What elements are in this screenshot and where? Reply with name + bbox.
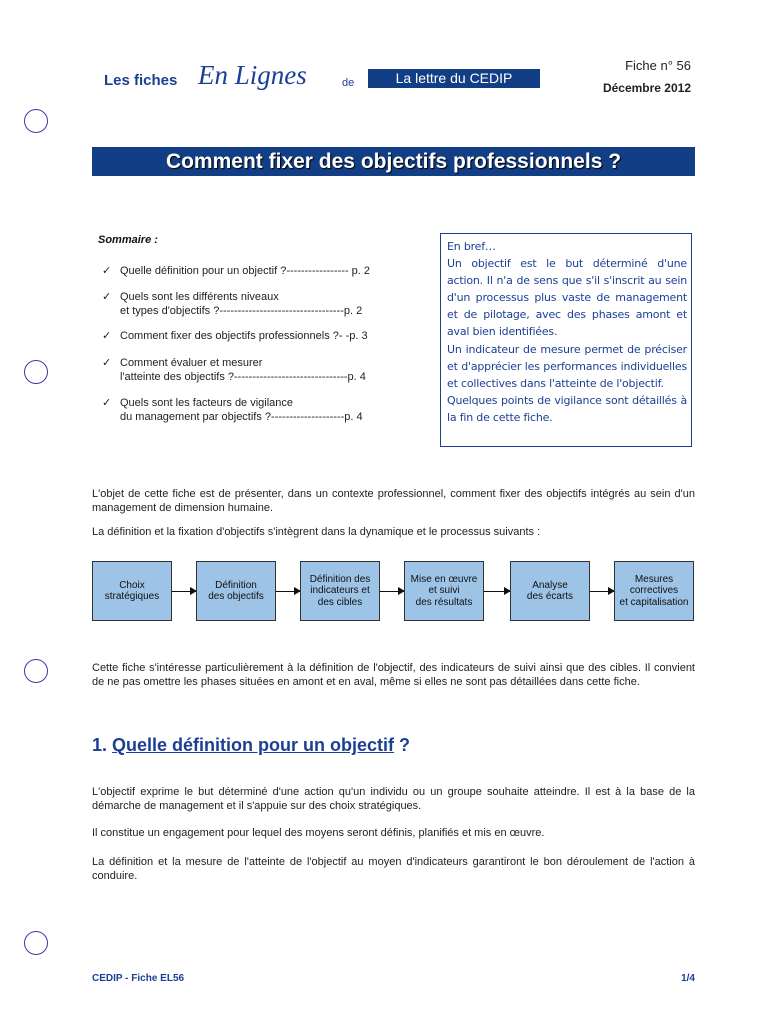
section-qmark: ? — [399, 735, 411, 755]
arrow-right-icon — [276, 591, 300, 592]
header-les-fiches: Les fiches — [104, 72, 178, 89]
sommaire-title: Sommaire : — [98, 234, 158, 246]
punch-hole — [24, 931, 48, 955]
process-step: Mesures correctives et capitalisation — [614, 561, 694, 621]
footer-source: CEDIP - Fiche EL56 — [92, 973, 185, 984]
toc-item[interactable] — [102, 329, 414, 343]
measure-paragraph: La définition et la mesure de l'atteinte de l'objectif au moyen d'indicateurs garantiront le bon déroulement de l'action à conduire. — [92, 856, 695, 882]
definition-paragraph: L'objectif exprime le but déterminé d'une action qu'un individu ou un groupe souhaite atteindre. Il est à la base de la démarche de management et il s'appuie sur des choix stratégiques. — [92, 786, 695, 812]
arrow-right-icon — [380, 591, 404, 592]
toc-item[interactable] — [102, 290, 414, 318]
toc-item[interactable] — [102, 356, 414, 384]
punch-hole — [24, 109, 48, 133]
toc-item-line: Quelle définition pour un objectif ?----------------- p. 2 — [120, 265, 371, 277]
check-icon: ✓ — [102, 265, 112, 277]
section-1-title — [92, 735, 410, 756]
process-step: Définition des objectifs — [196, 561, 276, 621]
process-step: Analyse des écarts — [510, 561, 590, 621]
scope-paragraph: Cette fiche s'intéresse particulièrement à la définition de l'objectif, des indicateurs de suivi ainsi que des cibles. Il convient de ne pas omettre les phases situées en amont et en aval, même si elles ne sont pas détaillées dans cette fiche. — [92, 662, 695, 688]
engagement-paragraph: Il constitue un engagement pour lequel des moyens seront définis, planifiés et mis en œuvre. — [92, 827, 545, 839]
toc-item-line: Quels sont les facteurs de vigilance — [120, 397, 294, 409]
process-intro-paragraph: La définition et la fixation d'objectifs s'intègrent dans la dynamique et le processus suivants : — [92, 526, 541, 538]
section-title-link[interactable]: Quelle définition pour un objectif — [112, 735, 395, 755]
header-en-lignes-logo: En Lignes — [198, 60, 307, 90]
fiche-number: Fiche n° 56 — [625, 58, 691, 73]
check-icon: ✓ — [102, 330, 112, 342]
toc-item-line: du management par objectifs ?--------------------p. 4 — [120, 411, 363, 423]
intro-paragraph: L'objet de cette fiche est de présenter, dans un contexte professionnel, comment fixer des objectifs intégrés au sein d'un management de dimension humaine. — [92, 488, 695, 514]
punch-hole — [24, 659, 48, 683]
toc-item-line: Comment fixer des objectifs professionnels ?- -p. 3 — [120, 330, 368, 342]
table-of-contents — [102, 264, 414, 432]
publication-date: Décembre 2012 — [602, 81, 691, 95]
page-title: Comment fixer des objectifs professionnels ? — [92, 147, 695, 176]
toc-item-line: Comment évaluer et mesurer — [120, 357, 263, 369]
check-icon: ✓ — [102, 357, 112, 369]
en-bref-text: Un indicateur de mesure permet de préciser et d'apprécier les performances individuelles et collectives dans l'atteinte de l'objectif. — [447, 342, 687, 390]
process-flow-diagram — [92, 561, 696, 621]
header-lettre-badge: La lettre du CEDIP — [368, 69, 540, 88]
en-bref-text: Un objectif est le but déterminé d'une action. Il n'a de sens que s'il s'inscrit au sein d'un processus plus vaste de management et de pilotage, avec des phases amont et aval bien identifiées. — [447, 257, 687, 339]
arrow-right-icon — [172, 591, 196, 592]
process-step: Choix stratégiques — [92, 561, 172, 621]
process-step: Définition des indicateurs et des cibles — [300, 561, 380, 621]
arrow-right-icon — [484, 591, 510, 592]
toc-item[interactable] — [102, 264, 414, 278]
footer-page-number: 1/4 — [681, 973, 695, 984]
process-step: Mise en œuvre et suivi des résultats — [404, 561, 484, 621]
toc-item-line: et types d'objectifs ?----------------------------------p. 2 — [120, 305, 363, 317]
section-number: 1. — [92, 735, 108, 755]
toc-item-line: l'atteinte des objectifs ?-------------------------------p. 4 — [120, 371, 366, 383]
check-icon: ✓ — [102, 291, 112, 303]
header-de: de — [342, 77, 355, 89]
en-bref-box — [440, 233, 692, 447]
en-bref-heading: En bref… — [447, 240, 496, 253]
en-bref-text: Quelques points de vigilance sont détaillés à la fin de cette fiche. — [447, 393, 687, 424]
check-icon: ✓ — [102, 397, 112, 409]
punch-hole — [24, 360, 48, 384]
arrow-right-icon — [590, 591, 614, 592]
toc-item-line: Quels sont les différents niveaux — [120, 291, 279, 303]
toc-item[interactable] — [102, 396, 414, 424]
